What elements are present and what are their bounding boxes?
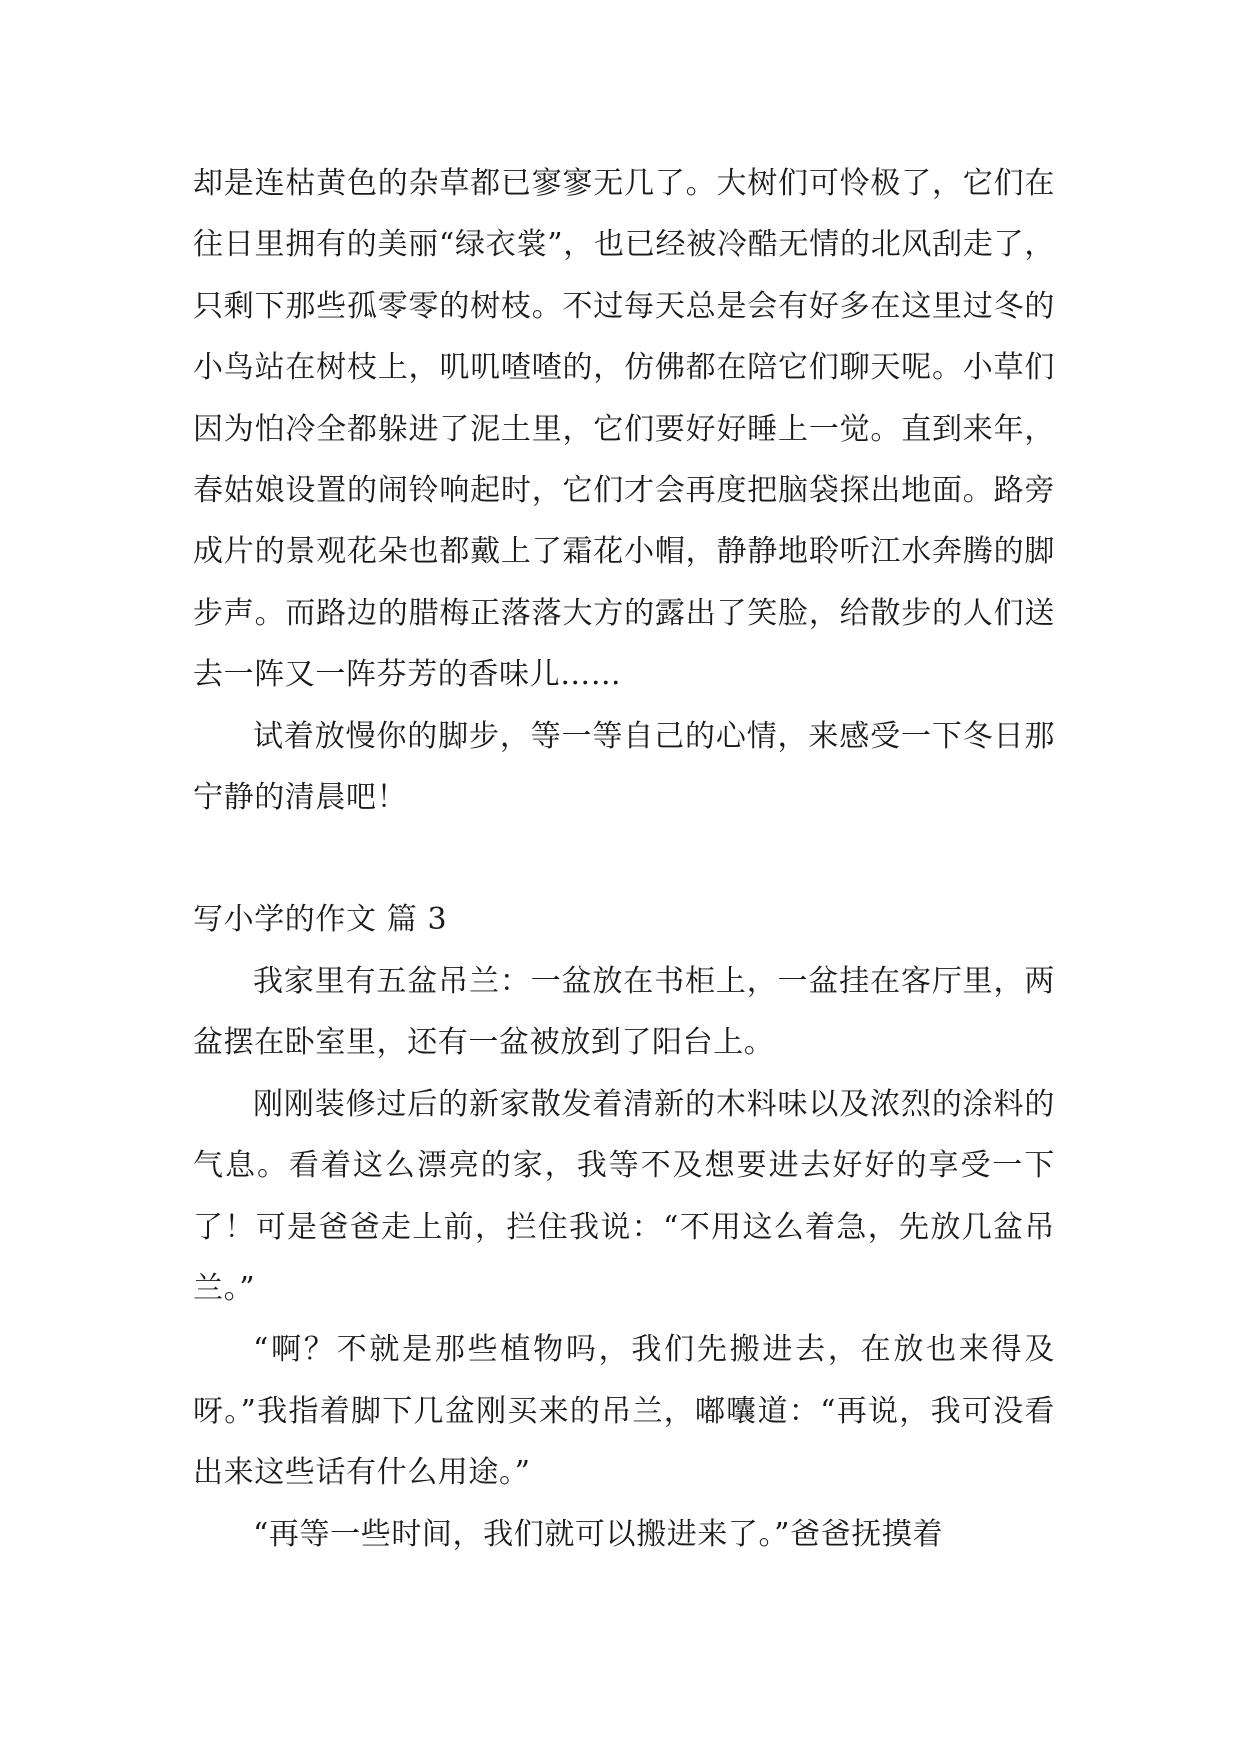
paragraph-dialogue-father: “再等一些时间，我们就可以搬进来了。”爸爸抚摸着 [253,1516,944,1552]
document-page [193,153,1055,1565]
paragraph-new-home: 刚刚装修过后的新家散发着清新的木料味以及浓烈的涂料的气息。看着这么漂亮的家，我等不及想要进去好好的享受一下了！可是爸爸走上前，拦住我说：“不用这么着急，先放几盆吊兰。” [193,1086,1055,1306]
paragraph-five-plants: 我家里有五盆吊兰：一盆放在书柜上，一盆挂在客厅里，两盆摆在卧室里，还有一盆被放到了阳台上。 [193,963,1055,1061]
section-title: 写小学的作文 篇 3 [193,902,448,938]
paragraph-dialogue-child: “啊？不就是那些植物吗，我们先搬进去，在放也来得及呀。”我指着脚下几盆刚买来的吊兰，嘟囔道：“再说，我可没看出来这些话有什么用途。” [193,1332,1055,1491]
paragraph-winter-scene: 却是连枯黄色的杂草都已寥寥无几了。大树们可怜极了，它们在往日里拥有的美丽“绿衣裳”，也已经被冷酷无情的北风刮走了，只剩下那些孤零零的树枝。不过每天总是会有好多在这里过冬的小鸟站在树枝上，叽叽喳喳的，仿佛都在陪它们聊天呢。小草们因为怕冷全都躲进了泥土里，它们要好好睡上一觉。直到来年，春姑娘设置的闹铃响起时，它们才会再度把脑袋探出地面。路旁成片的景观花朵也都戴上了霜花小帽，静静地聆听江水奔腾的脚步声。而路边的腊梅正落落大方的露出了笑脸，给散步的人们送去一阵又一阵芬芳的香味儿…… [193,166,1055,693]
paragraph-winter-closing: 试着放慢你的脚步，等一等自己的心情，来感受一下冬日那宁静的清晨吧！ [193,718,1055,816]
